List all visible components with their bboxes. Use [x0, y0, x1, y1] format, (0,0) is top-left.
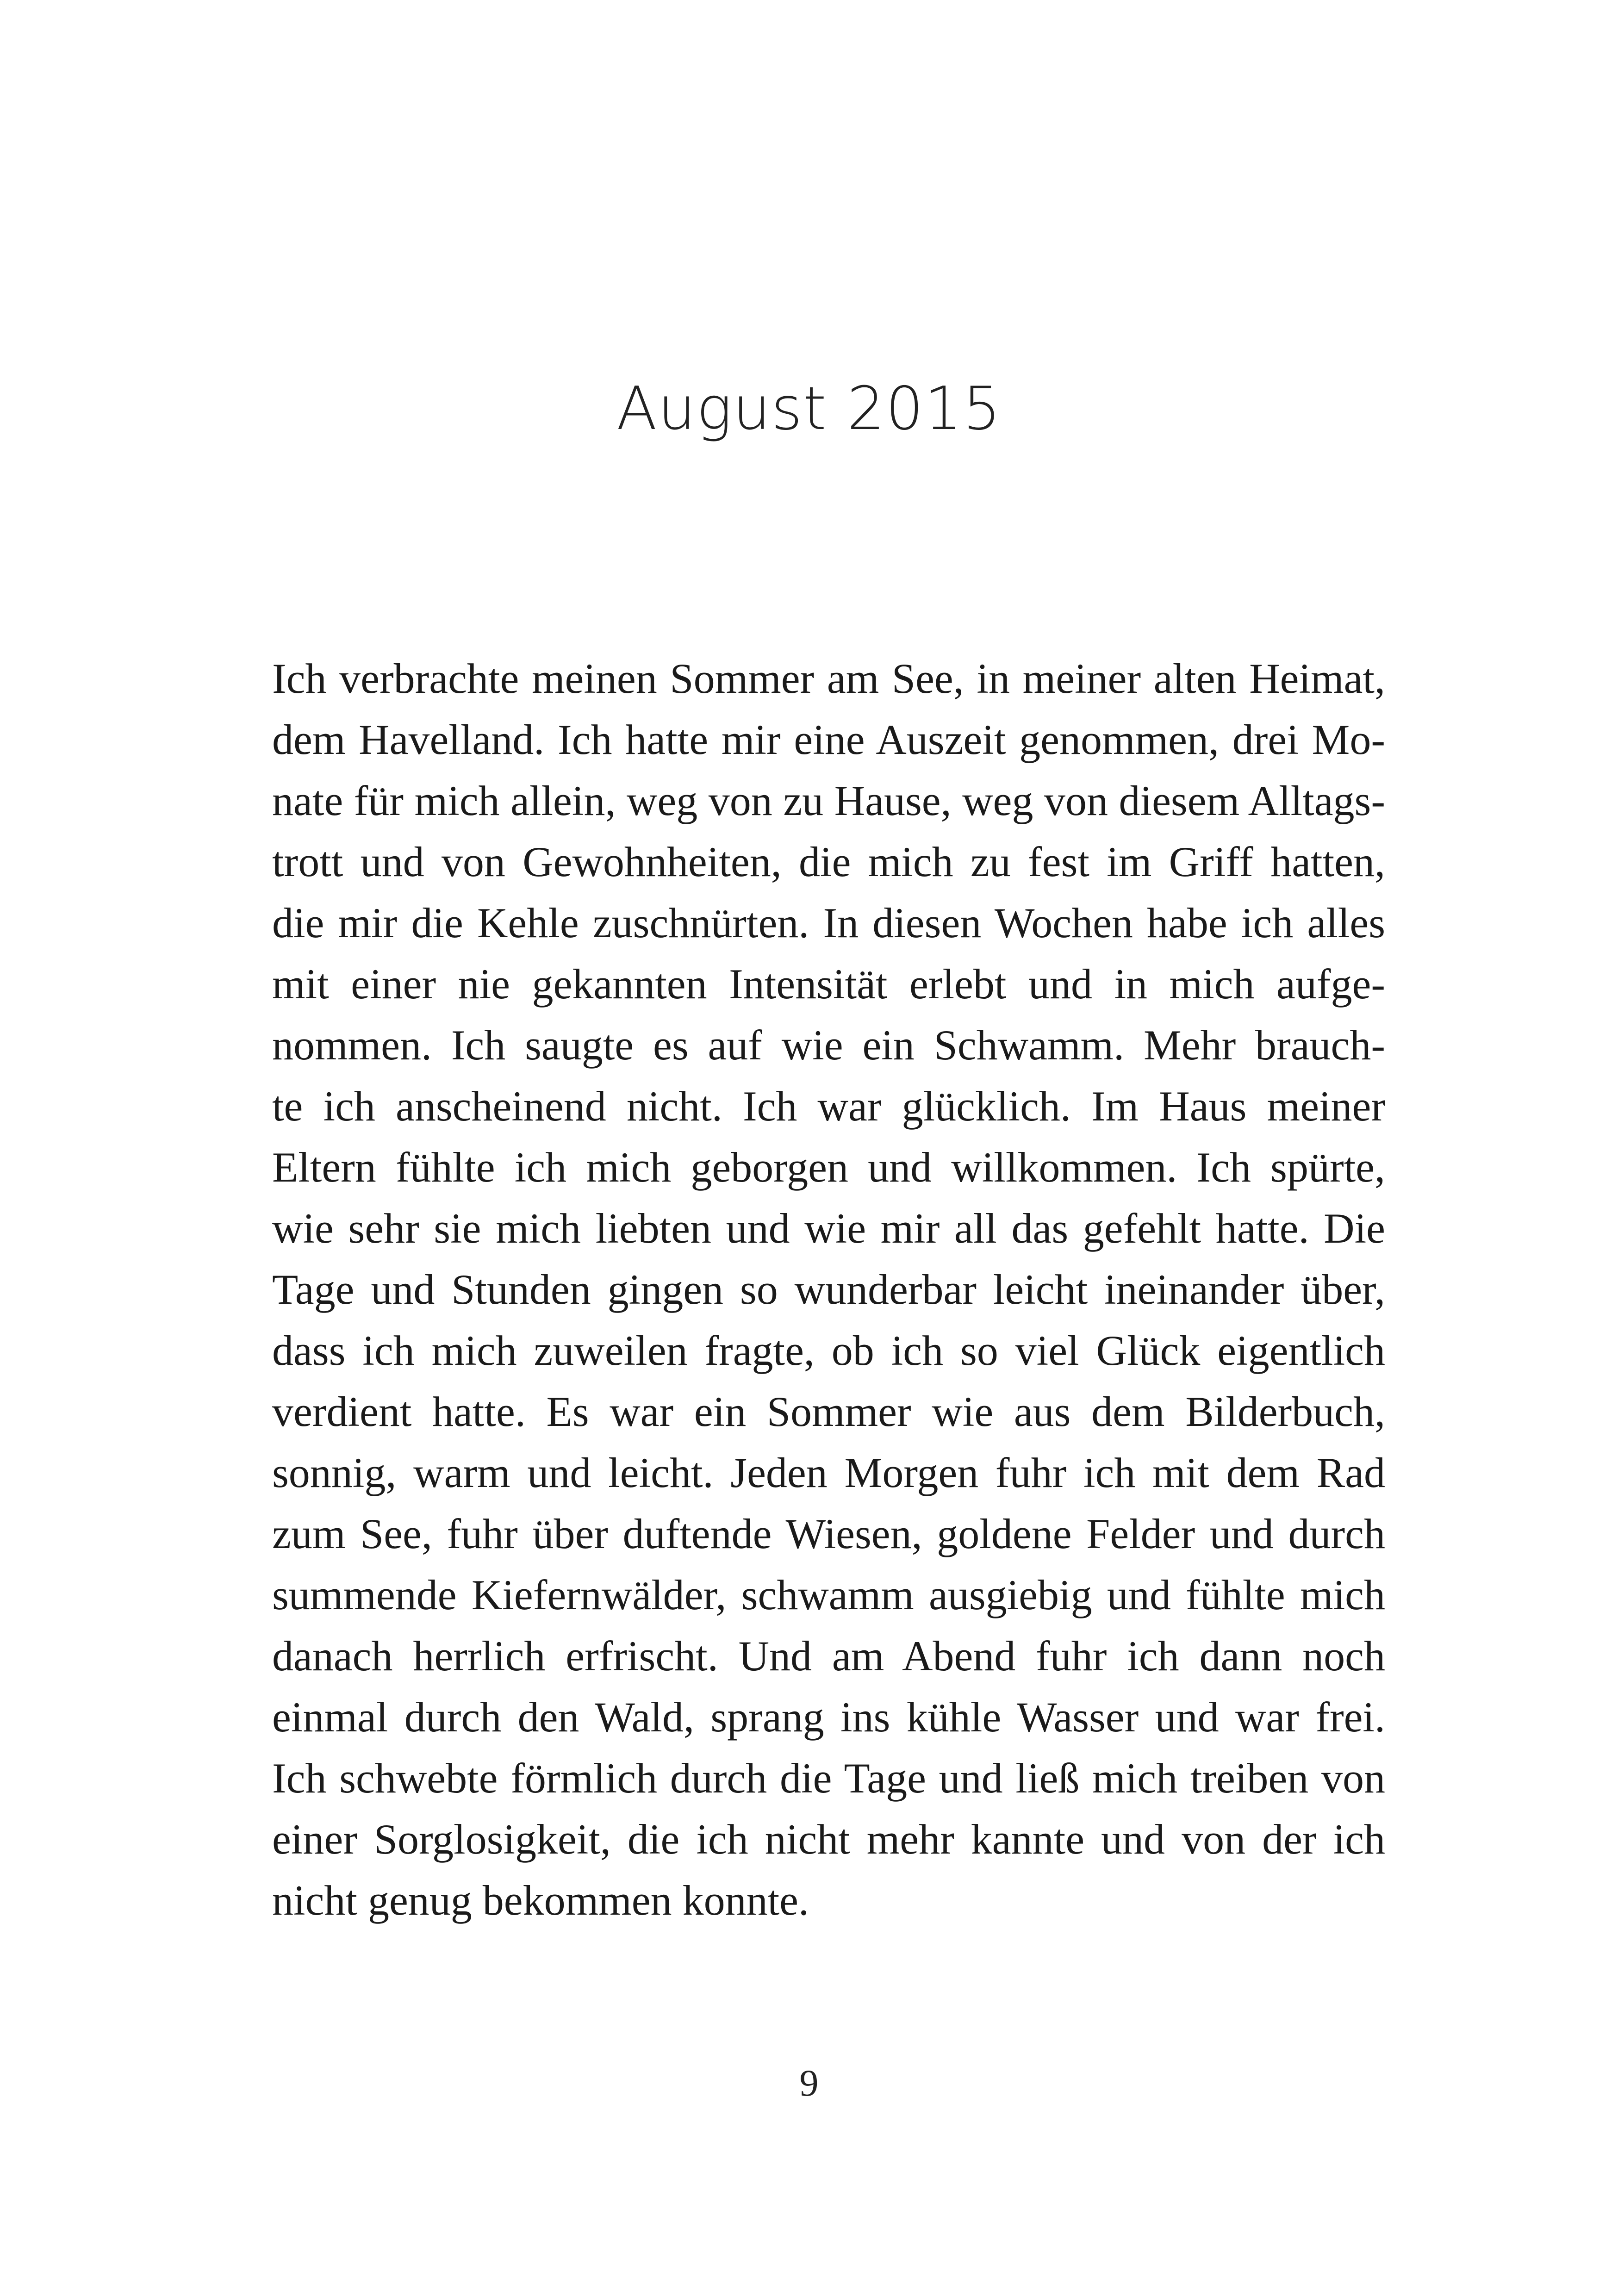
- text-line: te ich anscheinend nicht. Ich war glücklich. Im Haus meiner: [272, 1083, 1385, 1130]
- text-line: Eltern fühlte ich mich geborgen und willkommen. Ich spürte,: [272, 1144, 1385, 1191]
- text-line: Ich verbrachte meinen Sommer am See, in meiner alten Heimat,: [272, 655, 1385, 702]
- page-number: 9: [799, 2062, 819, 2104]
- text-line: verdient hatte. Es war ein Sommer wie aus dem Bilderbuch,: [272, 1388, 1385, 1435]
- body-paragraph: [272, 648, 1385, 1931]
- text-line: einer Sorglosigkeit, die ich nicht mehr kannte und von der ich: [272, 1816, 1385, 1863]
- text-line: zum See, fuhr über duftende Wiesen, goldene Felder und durch: [272, 1510, 1385, 1557]
- text-line: wie sehr sie mich liebten und wie mir all das gefehlt hatte. Die: [272, 1205, 1385, 1252]
- text-line: danach herrlich erfrischt. Und am Abend fuhr ich dann noch: [272, 1632, 1385, 1680]
- text-line: nommen. Ich saugte es auf wie ein Schwamm. Mehr brauch-: [272, 1021, 1385, 1069]
- text-line: einmal durch den Wald, sprang ins kühle Wasser und war frei.: [272, 1693, 1385, 1741]
- text-line: Tage und Stunden gingen so wunderbar leicht ineinander über,: [272, 1266, 1385, 1313]
- chapter-title: August 2015: [616, 374, 1002, 443]
- text-line: summende Kiefernwälder, schwamm ausgiebig und fühlte mich: [272, 1571, 1385, 1618]
- text-line: dass ich mich zuweilen fragte, ob ich so viel Glück eigentlich: [272, 1327, 1385, 1374]
- text-line: mit einer nie gekannten Intensität erlebt und in mich aufge-: [272, 960, 1385, 1008]
- text-line: die mir die Kehle zuschnürten. In diesen Wochen habe ich alles: [272, 899, 1385, 946]
- text-line: sonnig, warm und leicht. Jeden Morgen fuhr ich mit dem Rad: [272, 1449, 1385, 1496]
- text-line: Ich schwebte förmlich durch die Tage und ließ mich treiben von: [272, 1755, 1385, 1802]
- text-line: trott und von Gewohnheiten, die mich zu fest im Griff hatten,: [272, 838, 1385, 885]
- text-line: nicht genug bekommen konnte.: [272, 1877, 809, 1924]
- text-line: nate für mich allein, weg von zu Hause, weg von diesem Alltags-: [272, 777, 1385, 824]
- text-line: dem Havelland. Ich hatte mir eine Auszeit genommen, drei Mo-: [272, 716, 1385, 763]
